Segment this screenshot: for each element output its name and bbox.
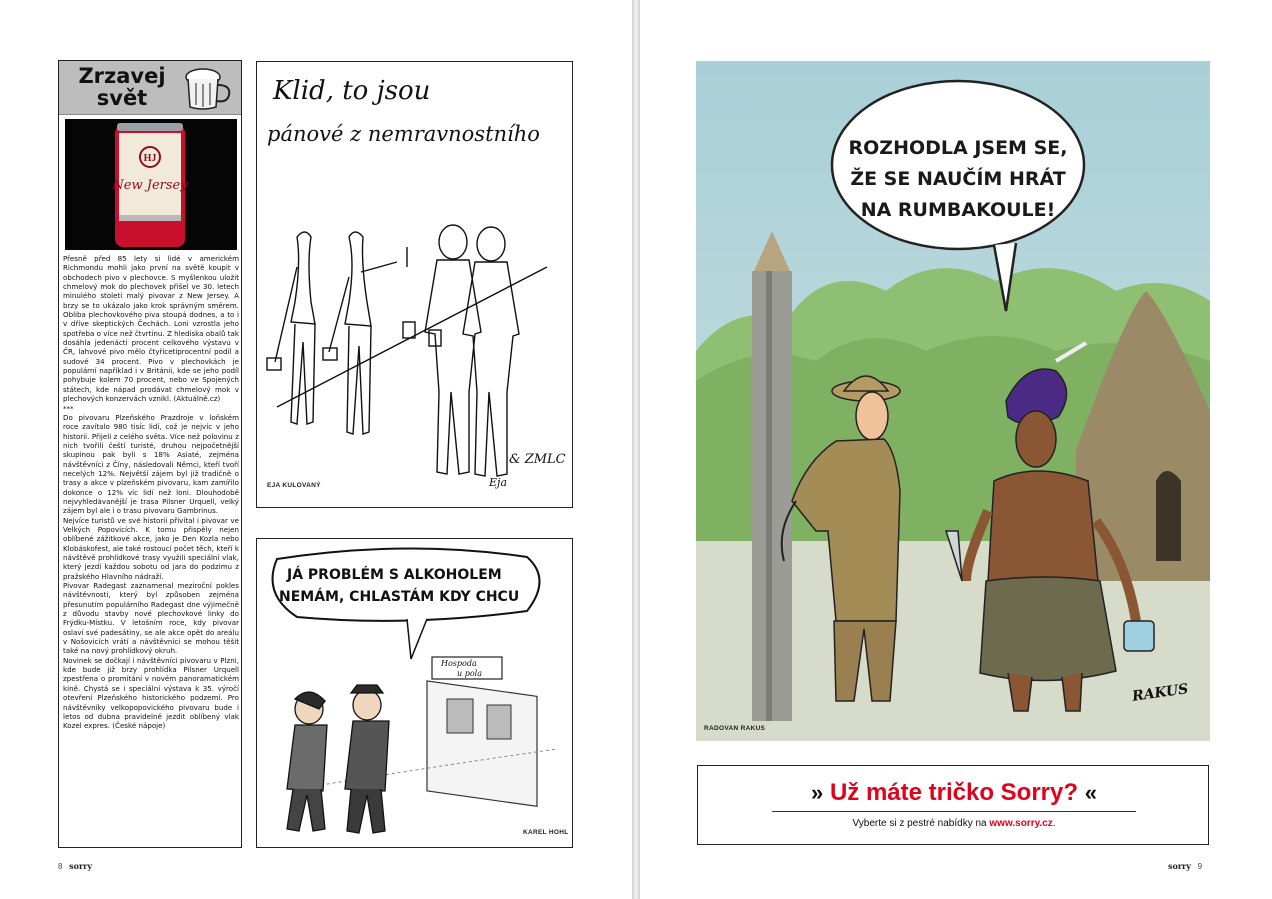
ad-headline: » Už máte tričko Sorry? « <box>811 779 1097 806</box>
beer-mug-icon <box>181 65 233 111</box>
beer-can-photo <box>65 119 237 250</box>
cartoon-caption-line2: pánové z nemravnostního <box>267 122 540 146</box>
can-badge: HJ <box>143 153 157 164</box>
cartoon2-author: KAREL HOHL <box>523 829 569 836</box>
left-page <box>0 0 632 899</box>
cartoon-drawing <box>257 62 573 508</box>
column-header <box>59 61 241 115</box>
rumbakoule-bubble-text: ROZHODLA JSEM SE, ŽE SE NAUČÍM HRÁT NA RUMBAKOULE! <box>848 137 1068 221</box>
cartoon2-bubble-line1: JÁ PROBLÉM S ALKOHOLEM <box>287 567 502 583</box>
beer-can-illustration <box>65 119 237 250</box>
cartoon-rumbakoule <box>696 61 1210 741</box>
ad-subline: Vyberte si z pestré nabídky na www.sorry.cz. <box>852 818 1056 829</box>
right-folio: sorry 9 <box>1168 861 1203 871</box>
cartoon1-signature: & ZMLC <box>509 452 566 467</box>
rumbakoule-author: RADOVAN RAKUS <box>704 725 766 732</box>
cartoon1-signature2: Eja <box>489 476 507 489</box>
column-title: Zrzavej svět <box>78 64 166 110</box>
pub-sign-line2: u pola <box>457 669 482 678</box>
page-gutter <box>632 0 640 899</box>
rumbakoule-signature: RAKUS <box>1131 681 1190 705</box>
pub-sign-line1: Hospoda <box>441 659 477 668</box>
article-body: Přesně před 85 lety si lidé v americkém Richmondu mohli jako první na světě koupit v obchodech pivo v plechovce. S myšlenkou uložit chmelový mok do plechovek přišel ve 30. letech minulého století malý pivovar z New Jersey. A brzy se to ukázalo jako krok správným směrem. Obliba plechovkového piva stoupá dodnes, a to i v dříve skeptických Čechách. Loni vzrostla jeho spotřeba o více než čtvrtinu. Z hlediska obalů tak dosáhla jedenácti procent celkového výstavu v ČR, lahvové pivo mělo čtyřicetiprocentní podíl a sudové 34 procent. Pivo v plechovkách je populární například i v Británii, kde se jeho podíl pohybuje kolem 70 procent, nebo ve Spojených státech, kde nápad prodávat chmelový mok v plechových konzervách vznikl. (Aktuálně.cz) *** Do pivovaru Plzeňského Prazdroje v loňském roce zavítalo 980 tisíc lidí, což je nejvíc v jeho historii. Přijeli z celého světa. Více než polovinu z nich tvořili čeští turisté, druhou nejpočetnější skupinou pak byli s 18% Asiaté, zejména návštěvníci z Číny, následovali Němci, kteří tvoří necelých 12%. Největší zájem byl již tradičně o trasy a akce v plzeňském pivovaru, kam zamířilo dokonce o 12% víc lidí než loni. Dlouhodobě nejvyhledávanější je trasa Pilsner Urquell, velký zájem byl ale i o trasu pivovaru Gambrinus. Nejvíce turistů ve své historii přivítal i pivovar ve Velkých Popovicích. K tomu přispěly nejen oblíbené zážitkové akce, jako je Den Kozla nebo Klobáskofest, ale také rostoucí počet těch, kteří k návštěvě prohlídkové trasy využili speciální vlak, který jezdí každou sobotu od jara do podzimu z pražského Hlavního nádraží. Pivovar Radegast zaznamenal meziroční pokles návštěvnosti, který byl způsoben zejména přesunutím populárního Radegast dne výjimečně z důvodu stavby nové plechovkové linky do Frýdku-Místku. V letošním roce, kdy pivovar oslaví své padesátiny, se ale akce opět do areálu v Nošovicích vrátí a návštěvníci se mohou těšit také na nový prohlídkový okruh. Novinek se dočkají i návštěvníci pivovaru v Plzni, kde bude již brzy prohlídka Pilsner Urquell zpestřena o promítání v novém panoramatickém kině. Chystá se i speciální výstava k 35. výročí otevření Plzeňského historického podzemí. Pro návštěvníky velkopopovického pivovaru bude i letos od dubna pravidelně jezdit oblíbený vlak Kozel expres. (České nápoje) <box>63 254 239 731</box>
tshirt-ad[interactable] <box>697 765 1209 845</box>
cartoon2-bubble-line2: NEMÁM, CHLASTÁM KDY CHCU <box>279 589 520 605</box>
cartoon-alkohol <box>256 538 573 848</box>
cartoon-caption-line1: Klid, to jsou <box>273 76 431 106</box>
ad-url-link[interactable]: www.sorry.cz <box>989 818 1053 829</box>
cartoon-nemravnost <box>256 61 573 508</box>
cartoon2-drawing <box>257 539 573 848</box>
beer-news-column <box>58 60 242 848</box>
cartoon1-author: EJA KULOVANÝ <box>267 482 321 489</box>
ad-divider <box>772 811 1136 812</box>
can-label: New Jersey <box>112 178 188 193</box>
left-folio: 8 sorry <box>58 861 93 871</box>
